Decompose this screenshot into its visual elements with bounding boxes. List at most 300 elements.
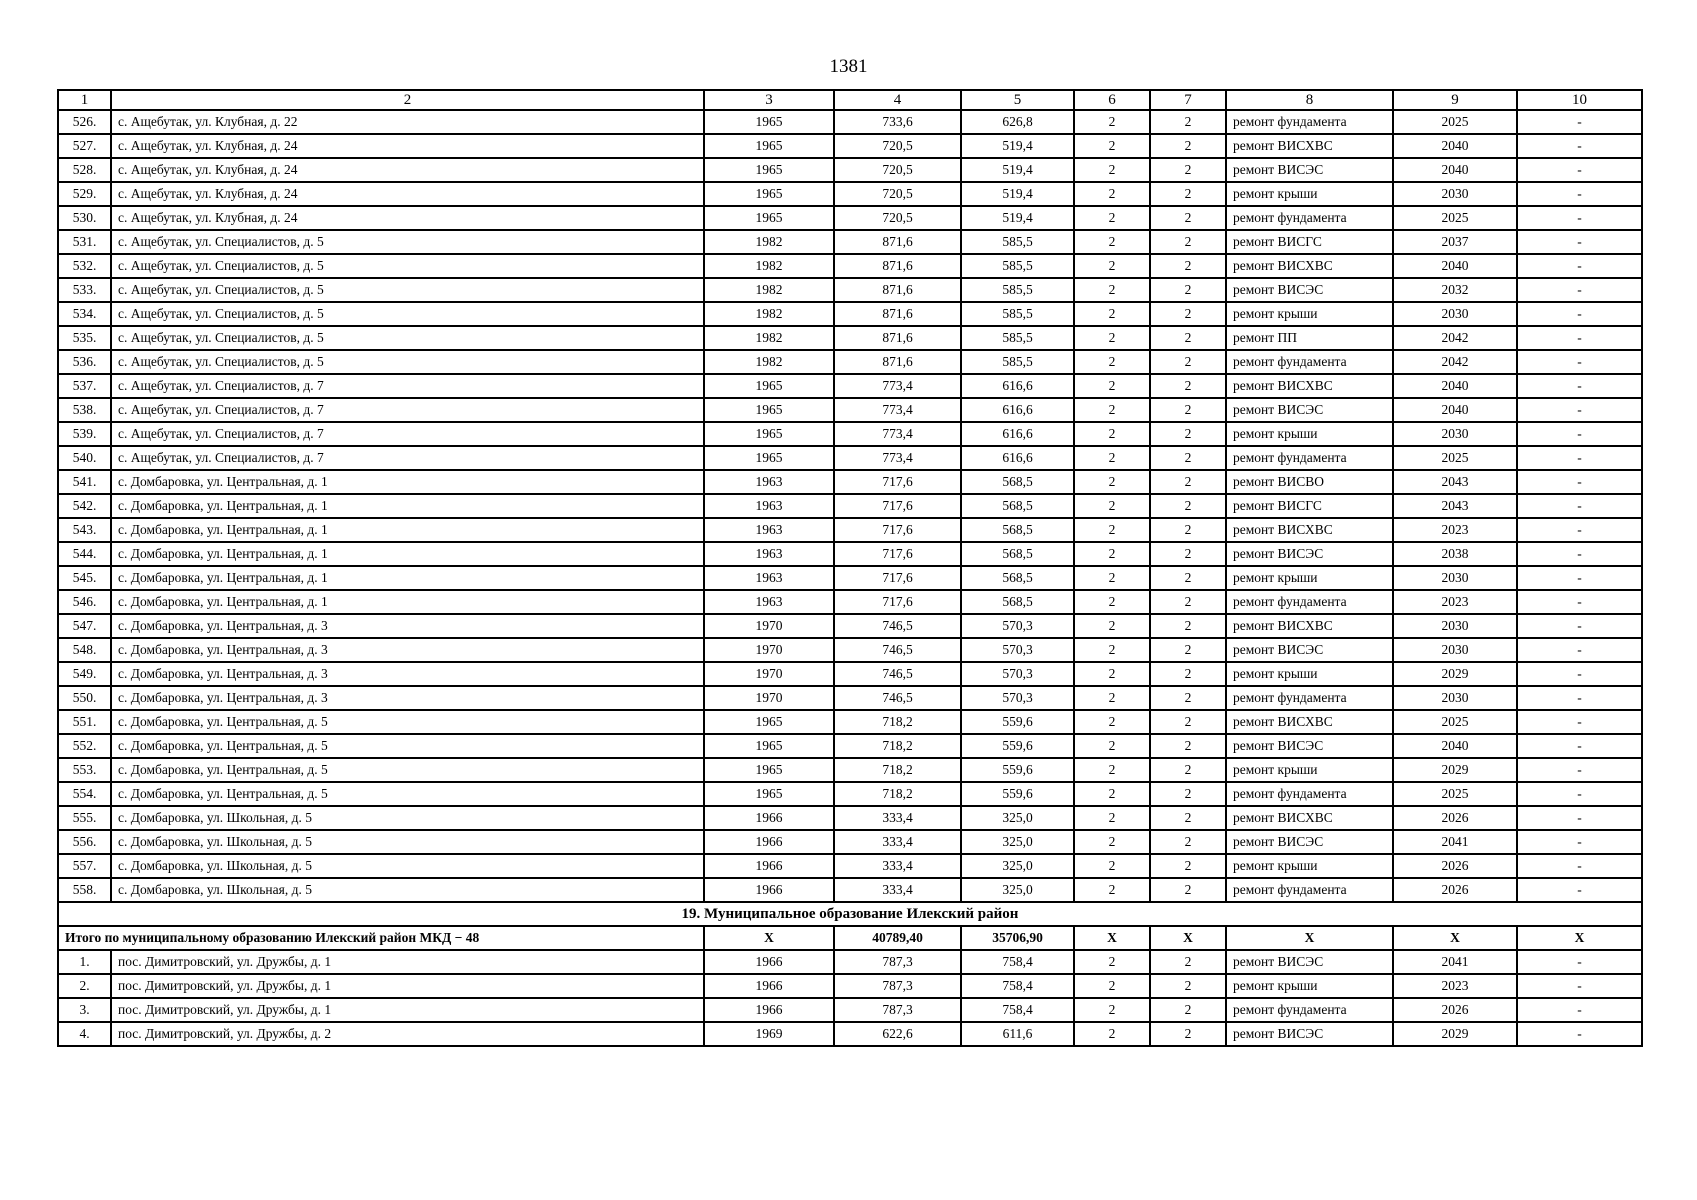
table-cell: 773,4 xyxy=(834,422,961,446)
table-cell: с. Ащебутак, ул. Специалистов, д. 5 xyxy=(111,350,704,374)
table-cell: 718,2 xyxy=(834,734,961,758)
table-cell: 559,6 xyxy=(961,782,1074,806)
table-row xyxy=(58,398,1642,422)
table-cell: - xyxy=(1517,806,1642,830)
table-cell: ремонт ВИСГС xyxy=(1226,494,1393,518)
table-cell: 871,6 xyxy=(834,302,961,326)
table-cell: 325,0 xyxy=(961,830,1074,854)
table-cell: - xyxy=(1517,518,1642,542)
table-cell: 2029 xyxy=(1393,758,1517,782)
table-cell: 2043 xyxy=(1393,470,1517,494)
table-cell: - xyxy=(1517,182,1642,206)
table-cell: 527. xyxy=(58,134,111,158)
table-cell: - xyxy=(1517,110,1642,134)
table-cell: 758,4 xyxy=(961,998,1074,1022)
table-row xyxy=(58,542,1642,566)
table-cell: 2 xyxy=(1150,566,1226,590)
table-cell: 519,4 xyxy=(961,158,1074,182)
table-row xyxy=(58,662,1642,686)
table-row xyxy=(58,134,1642,158)
table-cell: 2 xyxy=(1074,782,1150,806)
table-cell: ремонт крыши xyxy=(1226,422,1393,446)
table-row xyxy=(58,254,1642,278)
table-cell: 2 xyxy=(1150,950,1226,974)
table-cell: 2 xyxy=(1074,158,1150,182)
column-header-row xyxy=(58,90,1642,110)
table-cell: 2 xyxy=(1150,158,1226,182)
table-cell: - xyxy=(1517,398,1642,422)
table-cell: ремонт ВИСЭС xyxy=(1226,158,1393,182)
table-cell: 2030 xyxy=(1393,566,1517,590)
table-cell: 542. xyxy=(58,494,111,518)
table-cell: с. Ащебутак, ул. Специалистов, д. 5 xyxy=(111,326,704,350)
table-cell: 568,5 xyxy=(961,518,1074,542)
table-cell: 622,6 xyxy=(834,1022,961,1046)
table-cell: 2 xyxy=(1074,638,1150,662)
table-cell: 1965 xyxy=(704,782,834,806)
table-cell: 2 xyxy=(1074,758,1150,782)
table-row xyxy=(58,182,1642,206)
column-header: 4 xyxy=(834,90,961,110)
table-cell: 333,4 xyxy=(834,830,961,854)
table-cell: 2025 xyxy=(1393,782,1517,806)
table-cell: 2040 xyxy=(1393,134,1517,158)
table-cell: - xyxy=(1517,422,1642,446)
table-cell: 720,5 xyxy=(834,158,961,182)
table-cell: 568,5 xyxy=(961,494,1074,518)
table-cell: 1966 xyxy=(704,830,834,854)
table-cell: - xyxy=(1517,302,1642,326)
table-cell: 746,5 xyxy=(834,638,961,662)
table-cell: 2 xyxy=(1150,854,1226,878)
table-row xyxy=(58,686,1642,710)
table-cell: с. Домбаровка, ул. Центральная, д. 5 xyxy=(111,710,704,734)
table-cell: ремонт крыши xyxy=(1226,302,1393,326)
table-cell: 1965 xyxy=(704,734,834,758)
table-row xyxy=(58,302,1642,326)
table-cell: 746,5 xyxy=(834,686,961,710)
table-cell: 1965 xyxy=(704,374,834,398)
table-cell: 1965 xyxy=(704,158,834,182)
table-cell: ремонт крыши xyxy=(1226,662,1393,686)
table-cell: 2 xyxy=(1074,254,1150,278)
table-cell: - xyxy=(1517,278,1642,302)
column-header: 9 xyxy=(1393,90,1517,110)
column-header: 3 xyxy=(704,90,834,110)
table-cell: 717,6 xyxy=(834,590,961,614)
table-cell: 616,6 xyxy=(961,446,1074,470)
table-cell: с. Ащебутак, ул. Специалистов, д. 5 xyxy=(111,230,704,254)
table-cell: - xyxy=(1517,590,1642,614)
table-cell: с. Домбаровка, ул. Центральная, д. 1 xyxy=(111,590,704,614)
table-cell: 2 xyxy=(1150,590,1226,614)
table-cell: 616,6 xyxy=(961,374,1074,398)
table-cell: 717,6 xyxy=(834,566,961,590)
table-cell: 2 xyxy=(1150,254,1226,278)
table-cell: ремонт ВИСХВС xyxy=(1226,806,1393,830)
table-cell: 559,6 xyxy=(961,710,1074,734)
table-cell: 2 xyxy=(1150,518,1226,542)
table-cell: 528. xyxy=(58,158,111,182)
table-cell: 585,5 xyxy=(961,302,1074,326)
table-cell: 1982 xyxy=(704,350,834,374)
table-cell: 2 xyxy=(1150,470,1226,494)
table-cell: 2 xyxy=(1150,686,1226,710)
table-cell: 2030 xyxy=(1393,302,1517,326)
table-cell: 871,6 xyxy=(834,254,961,278)
table-cell: с. Домбаровка, ул. Центральная, д. 1 xyxy=(111,470,704,494)
table-cell: 717,6 xyxy=(834,518,961,542)
table-cell: 2 xyxy=(1074,566,1150,590)
table-cell: 2 xyxy=(1150,134,1226,158)
table-cell: 2 xyxy=(1150,614,1226,638)
table-cell: 1965 xyxy=(704,710,834,734)
table-cell: 2 xyxy=(1074,422,1150,446)
table-cell: 2 xyxy=(1150,830,1226,854)
table-row xyxy=(58,518,1642,542)
table-cell: ремонт ВИСЭС xyxy=(1226,278,1393,302)
table-cell: 1970 xyxy=(704,686,834,710)
table-cell: ремонт крыши xyxy=(1226,182,1393,206)
table-cell: 585,5 xyxy=(961,326,1074,350)
table-cell: ремонт крыши xyxy=(1226,758,1393,782)
table-cell: 544. xyxy=(58,542,111,566)
table-cell: ремонт ВИСХВС xyxy=(1226,710,1393,734)
table-cell: ремонт ПП xyxy=(1226,326,1393,350)
table-cell: 2 xyxy=(1150,206,1226,230)
table-cell: 2 xyxy=(1150,782,1226,806)
table-cell: 2 xyxy=(1074,974,1150,998)
table-cell: 1966 xyxy=(704,854,834,878)
table-cell: 2 xyxy=(1074,542,1150,566)
table-cell: с. Домбаровка, ул. Центральная, д. 3 xyxy=(111,686,704,710)
table-cell: 2030 xyxy=(1393,614,1517,638)
table-cell: 2042 xyxy=(1393,326,1517,350)
column-header: 6 xyxy=(1074,90,1150,110)
table-cell: ремонт ВИСЭС xyxy=(1226,398,1393,422)
table-cell: 871,6 xyxy=(834,278,961,302)
table-cell: 541. xyxy=(58,470,111,494)
table-cell: 519,4 xyxy=(961,206,1074,230)
table-cell: 1966 xyxy=(704,998,834,1022)
table-cell: с. Домбаровка, ул. Школьная, д. 5 xyxy=(111,830,704,854)
table-cell: 2 xyxy=(1074,446,1150,470)
table-cell: с. Домбаровка, ул. Центральная, д. 1 xyxy=(111,566,704,590)
table-cell: с. Ащебутак, ул. Клубная, д. 24 xyxy=(111,158,704,182)
table-cell: 2023 xyxy=(1393,974,1517,998)
column-header: 7 xyxy=(1150,90,1226,110)
table-cell: 1963 xyxy=(704,470,834,494)
table-cell: ремонт ВИСЭС xyxy=(1226,1022,1393,1046)
table-cell: 549. xyxy=(58,662,111,686)
table-row xyxy=(58,278,1642,302)
table-cell: пос. Димитровский, ул. Дружбы, д. 1 xyxy=(111,950,704,974)
table-cell: 1. xyxy=(58,950,111,974)
table-cell: с. Домбаровка, ул. Центральная, д. 5 xyxy=(111,758,704,782)
table-cell: 746,5 xyxy=(834,614,961,638)
table-cell: 570,3 xyxy=(961,638,1074,662)
table-row xyxy=(58,230,1642,254)
table-cell: 1963 xyxy=(704,566,834,590)
table-cell: 558. xyxy=(58,878,111,902)
table-cell: 559,6 xyxy=(961,758,1074,782)
table-cell: 531. xyxy=(58,230,111,254)
table-cell: 626,8 xyxy=(961,110,1074,134)
table-cell: 2 xyxy=(1150,230,1226,254)
column-header: 10 xyxy=(1517,90,1642,110)
table-cell: ремонт фундамента xyxy=(1226,350,1393,374)
table-cell: 333,4 xyxy=(834,806,961,830)
table-cell: 2 xyxy=(1074,950,1150,974)
table-cell: 2025 xyxy=(1393,206,1517,230)
table-cell: 4. xyxy=(58,1022,111,1046)
table-cell: 1970 xyxy=(704,662,834,686)
table-cell: 2038 xyxy=(1393,542,1517,566)
table-cell: ремонт фундамента xyxy=(1226,446,1393,470)
table-cell: 535. xyxy=(58,326,111,350)
table-cell: 720,5 xyxy=(834,206,961,230)
table-cell: 2 xyxy=(1150,326,1226,350)
table-row xyxy=(58,326,1642,350)
table-row xyxy=(58,374,1642,398)
table-cell: 1982 xyxy=(704,302,834,326)
table-row xyxy=(58,1022,1642,1046)
total-cell: X xyxy=(1074,926,1150,950)
table-cell: с. Домбаровка, ул. Центральная, д. 1 xyxy=(111,494,704,518)
table-cell: - xyxy=(1517,158,1642,182)
table-cell: с. Домбаровка, ул. Центральная, д. 1 xyxy=(111,518,704,542)
table-cell: 2 xyxy=(1150,182,1226,206)
table-cell: 2 xyxy=(1150,638,1226,662)
table-cell: ремонт фундамента xyxy=(1226,590,1393,614)
page-number: 1381 xyxy=(829,56,868,77)
table-cell: 2 xyxy=(1150,542,1226,566)
table-cell: 787,3 xyxy=(834,950,961,974)
table-cell: 526. xyxy=(58,110,111,134)
table-cell: 529. xyxy=(58,182,111,206)
table-cell: 568,5 xyxy=(961,470,1074,494)
table-cell: 570,3 xyxy=(961,662,1074,686)
table-cell: 1970 xyxy=(704,638,834,662)
table-cell: 2030 xyxy=(1393,182,1517,206)
table-cell: 1965 xyxy=(704,182,834,206)
table-cell: - xyxy=(1517,542,1642,566)
table-cell: пос. Димитровский, ул. Дружбы, д. 1 xyxy=(111,974,704,998)
table-row xyxy=(58,158,1642,182)
table-cell: 2032 xyxy=(1393,278,1517,302)
table-cell: 733,6 xyxy=(834,110,961,134)
table-cell: 2040 xyxy=(1393,734,1517,758)
table-cell: - xyxy=(1517,710,1642,734)
table-cell: 2 xyxy=(1150,758,1226,782)
table-cell: 1965 xyxy=(704,758,834,782)
table-cell: 2025 xyxy=(1393,710,1517,734)
table-cell: 1966 xyxy=(704,806,834,830)
table-cell: 2026 xyxy=(1393,878,1517,902)
table-cell: с. Домбаровка, ул. Школьная, д. 5 xyxy=(111,806,704,830)
table-cell: 2 xyxy=(1150,422,1226,446)
table-cell: 545. xyxy=(58,566,111,590)
table-cell: - xyxy=(1517,998,1642,1022)
column-header: 8 xyxy=(1226,90,1393,110)
table-cell: ремонт фундамента xyxy=(1226,878,1393,902)
table-cell: 2042 xyxy=(1393,350,1517,374)
table-cell: 1965 xyxy=(704,422,834,446)
table-cell: 1966 xyxy=(704,950,834,974)
table-cell: 536. xyxy=(58,350,111,374)
table-cell: 2 xyxy=(1150,806,1226,830)
table-cell: с. Домбаровка, ул. Центральная, д. 5 xyxy=(111,734,704,758)
table-cell: 585,5 xyxy=(961,254,1074,278)
table-cell: 2 xyxy=(1074,110,1150,134)
table-cell: ремонт ВИСХВС xyxy=(1226,134,1393,158)
table-row xyxy=(58,854,1642,878)
table-cell: 1963 xyxy=(704,494,834,518)
table-cell: 2 xyxy=(1074,374,1150,398)
table-cell: с. Домбаровка, ул. Центральная, д. 3 xyxy=(111,662,704,686)
table-cell: 333,4 xyxy=(834,854,961,878)
table-cell: 2029 xyxy=(1393,1022,1517,1046)
table-cell: ремонт фундамента xyxy=(1226,686,1393,710)
table-cell: 773,4 xyxy=(834,374,961,398)
table-cell: 530. xyxy=(58,206,111,230)
table-cell: 2037 xyxy=(1393,230,1517,254)
table-cell: 1982 xyxy=(704,254,834,278)
total-cell: X xyxy=(1517,926,1642,950)
column-header: 1 xyxy=(58,90,111,110)
table-cell: 2 xyxy=(1150,494,1226,518)
table-cell: с. Ащебутак, ул. Клубная, д. 24 xyxy=(111,206,704,230)
table-cell: 2 xyxy=(1074,326,1150,350)
table-cell: с. Домбаровка, ул. Центральная, д. 3 xyxy=(111,614,704,638)
table-cell: 2 xyxy=(1074,686,1150,710)
table-cell: 1966 xyxy=(704,974,834,998)
section-title: 19. Муниципальное образование Илекский район xyxy=(58,902,1642,926)
table-cell: 2043 xyxy=(1393,494,1517,518)
table-cell: с. Домбаровка, ул. Школьная, д. 5 xyxy=(111,854,704,878)
table-cell: 2 xyxy=(1150,734,1226,758)
table-cell: 2 xyxy=(1074,398,1150,422)
table-cell: 2 xyxy=(1074,1022,1150,1046)
table-cell: 1965 xyxy=(704,446,834,470)
table-cell: - xyxy=(1517,470,1642,494)
table-cell: 871,6 xyxy=(834,230,961,254)
table-cell: 539. xyxy=(58,422,111,446)
table-cell: - xyxy=(1517,446,1642,470)
table-cell: 2 xyxy=(1074,854,1150,878)
table-cell: 2041 xyxy=(1393,950,1517,974)
table-cell: ремонт ВИСВО xyxy=(1226,470,1393,494)
table-cell: ремонт ВИСГС xyxy=(1226,230,1393,254)
table-row xyxy=(58,590,1642,614)
table-cell: - xyxy=(1517,782,1642,806)
table-cell: - xyxy=(1517,374,1642,398)
table-cell: 871,6 xyxy=(834,326,961,350)
table-cell: 2 xyxy=(1074,494,1150,518)
table-row xyxy=(58,734,1642,758)
table-cell: 2023 xyxy=(1393,518,1517,542)
table-row xyxy=(58,614,1642,638)
total-row xyxy=(58,926,1642,950)
table-row xyxy=(58,494,1642,518)
table-cell: 325,0 xyxy=(961,806,1074,830)
table-cell: 533. xyxy=(58,278,111,302)
table-cell: 2 xyxy=(1074,662,1150,686)
table-cell: 2 xyxy=(1074,470,1150,494)
table-cell: 787,3 xyxy=(834,998,961,1022)
table-cell: 2 xyxy=(1150,974,1226,998)
table-cell: 2 xyxy=(1074,302,1150,326)
table-cell: 538. xyxy=(58,398,111,422)
table-row xyxy=(58,830,1642,854)
table-cell: с. Домбаровка, ул. Центральная, д. 1 xyxy=(111,542,704,566)
table-cell: 519,4 xyxy=(961,134,1074,158)
table-cell: 787,3 xyxy=(834,974,961,998)
table-cell: - xyxy=(1517,854,1642,878)
table-cell: 2 xyxy=(1150,278,1226,302)
table-cell: 519,4 xyxy=(961,182,1074,206)
table-cell: 1963 xyxy=(704,518,834,542)
table-cell: 2 xyxy=(1074,614,1150,638)
table-cell: - xyxy=(1517,878,1642,902)
table-cell: 773,4 xyxy=(834,446,961,470)
table-cell: ремонт крыши xyxy=(1226,566,1393,590)
table-cell: пос. Димитровский, ул. Дружбы, д. 2 xyxy=(111,1022,704,1046)
table-cell: 2 xyxy=(1074,134,1150,158)
table-cell: 2040 xyxy=(1393,158,1517,182)
total-cell: X xyxy=(704,926,834,950)
table-row xyxy=(58,206,1642,230)
table-cell: с. Ащебутак, ул. Специалистов, д. 5 xyxy=(111,254,704,278)
table-cell: 532. xyxy=(58,254,111,278)
table-cell: 3. xyxy=(58,998,111,1022)
table-cell: 585,5 xyxy=(961,230,1074,254)
table-cell: 2 xyxy=(1150,350,1226,374)
table-cell: 2025 xyxy=(1393,110,1517,134)
table-cell: ремонт фундамента xyxy=(1226,782,1393,806)
table-cell: 2 xyxy=(1150,110,1226,134)
table-row xyxy=(58,470,1642,494)
table-cell: ремонт ВИСЭС xyxy=(1226,542,1393,566)
table-row xyxy=(58,782,1642,806)
table-cell: 2030 xyxy=(1393,638,1517,662)
table-cell: 570,3 xyxy=(961,686,1074,710)
table-cell: 2023 xyxy=(1393,590,1517,614)
table-cell: 1965 xyxy=(704,206,834,230)
table-cell: 325,0 xyxy=(961,854,1074,878)
table-cell: 540. xyxy=(58,446,111,470)
table-cell: 717,6 xyxy=(834,470,961,494)
table-cell: 758,4 xyxy=(961,974,1074,998)
table-row xyxy=(58,758,1642,782)
total-cell: 40789,40 xyxy=(834,926,961,950)
table-cell: 2 xyxy=(1074,998,1150,1022)
total-cell: X xyxy=(1150,926,1226,950)
table-cell: 2 xyxy=(1074,230,1150,254)
table-cell: 534. xyxy=(58,302,111,326)
table-cell: 2 xyxy=(1074,182,1150,206)
table-cell: 1982 xyxy=(704,326,834,350)
table-cell: 2 xyxy=(1074,806,1150,830)
table-cell: 552. xyxy=(58,734,111,758)
table-cell: 1982 xyxy=(704,230,834,254)
table-cell: 2 xyxy=(1074,830,1150,854)
table-cell: с. Домбаровка, ул. Центральная, д. 5 xyxy=(111,782,704,806)
table-cell: 2 xyxy=(1150,398,1226,422)
table-cell: - xyxy=(1517,830,1642,854)
table-row xyxy=(58,950,1642,974)
table-cell: 554. xyxy=(58,782,111,806)
